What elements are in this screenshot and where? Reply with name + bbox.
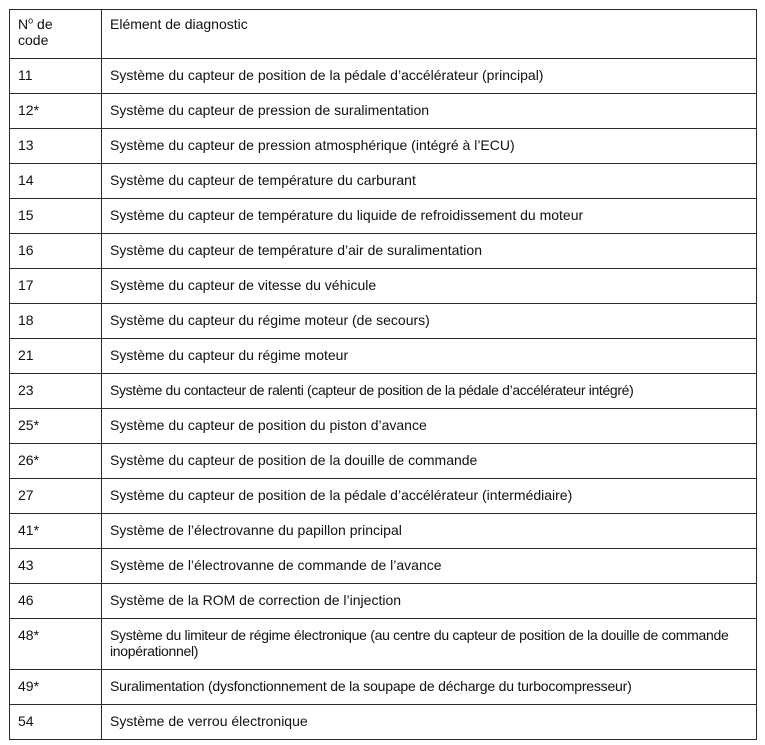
element-cell: Système du capteur de vitesse du véhicule (102, 269, 757, 304)
code-cell: 14 (10, 164, 102, 199)
element-cell: Système du capteur de position de la pédale d’accélérateur (principal) (102, 59, 757, 94)
element-cell: Système du capteur du régime moteur (102, 339, 757, 374)
code-cell: 27 (10, 479, 102, 514)
table-row (10, 164, 757, 199)
element-cell: Système de la ROM de correction de l’injection (102, 584, 757, 619)
table-row (10, 374, 757, 409)
element-cell: Suralimentation (dysfonctionnement de la soupape de décharge du turbocompresseur) (102, 670, 757, 705)
table-row (10, 129, 757, 164)
code-cell: 26* (10, 444, 102, 479)
element-cell: Système du capteur de température d’air de suralimentation (102, 234, 757, 269)
table-row (10, 705, 757, 740)
header-code-number: $N^o$ de code (10, 10, 102, 59)
table-row (10, 584, 757, 619)
code-cell: 43 (10, 549, 102, 584)
table-row (10, 514, 757, 549)
code-cell: 49* (10, 670, 102, 705)
element-cell: Système de verrou électronique (102, 705, 757, 740)
element-cell: Système du capteur de pression de suralimentation (102, 94, 757, 129)
element-cell: Système du capteur de position du piston d’avance (102, 409, 757, 444)
code-cell: 46 (10, 584, 102, 619)
code-cell: 41* (10, 514, 102, 549)
element-cell: Système du contacteur de ralenti (capteur de position de la pédale d’accélérateur intégré) (102, 374, 757, 409)
element-cell: Système du capteur de température du carburant (102, 164, 757, 199)
code-cell: 18 (10, 304, 102, 339)
element-cell: Système de l’électrovanne de commande de l’avance (102, 549, 757, 584)
element-cell: Système du limiteur de régime électronique (au centre du capteur de position de la douille de commande inopérationnel) (102, 619, 757, 670)
code-cell: 16 (10, 234, 102, 269)
code-cell: 13 (10, 129, 102, 164)
code-cell: 48* (10, 619, 102, 670)
element-cell: Système du capteur de température du liquide de refroidissement du moteur (102, 199, 757, 234)
element-cell: Système de l’électrovanne du papillon principal (102, 514, 757, 549)
header-diagnostic-element: Elément de diagnostic (102, 10, 757, 59)
code-cell: 12* (10, 94, 102, 129)
table-row (10, 444, 757, 479)
diagnostic-code-table (9, 9, 757, 740)
table-row (10, 619, 757, 670)
table-row (10, 59, 757, 94)
table-row (10, 304, 757, 339)
table-row (10, 234, 757, 269)
table-row (10, 269, 757, 304)
code-cell: 23 (10, 374, 102, 409)
table-row (10, 339, 757, 374)
element-cell: Système du capteur de position de la douille de commande (102, 444, 757, 479)
element-cell: Système du capteur du régime moteur (de secours) (102, 304, 757, 339)
element-cell: Système du capteur de pression atmosphérique (intégré à l’ECU) (102, 129, 757, 164)
table-row (10, 94, 757, 129)
table-row (10, 549, 757, 584)
table-row (10, 199, 757, 234)
code-cell: 15 (10, 199, 102, 234)
table-row (10, 409, 757, 444)
table-row (10, 479, 757, 514)
code-cell: 11 (10, 59, 102, 94)
code-cell: 25* (10, 409, 102, 444)
code-cell: 17 (10, 269, 102, 304)
element-cell: Système du capteur de position de la pédale d’accélérateur (intermédiaire) (102, 479, 757, 514)
table-row (10, 670, 757, 705)
header-row (10, 10, 757, 59)
code-cell: 54 (10, 705, 102, 740)
code-cell: 21 (10, 339, 102, 374)
